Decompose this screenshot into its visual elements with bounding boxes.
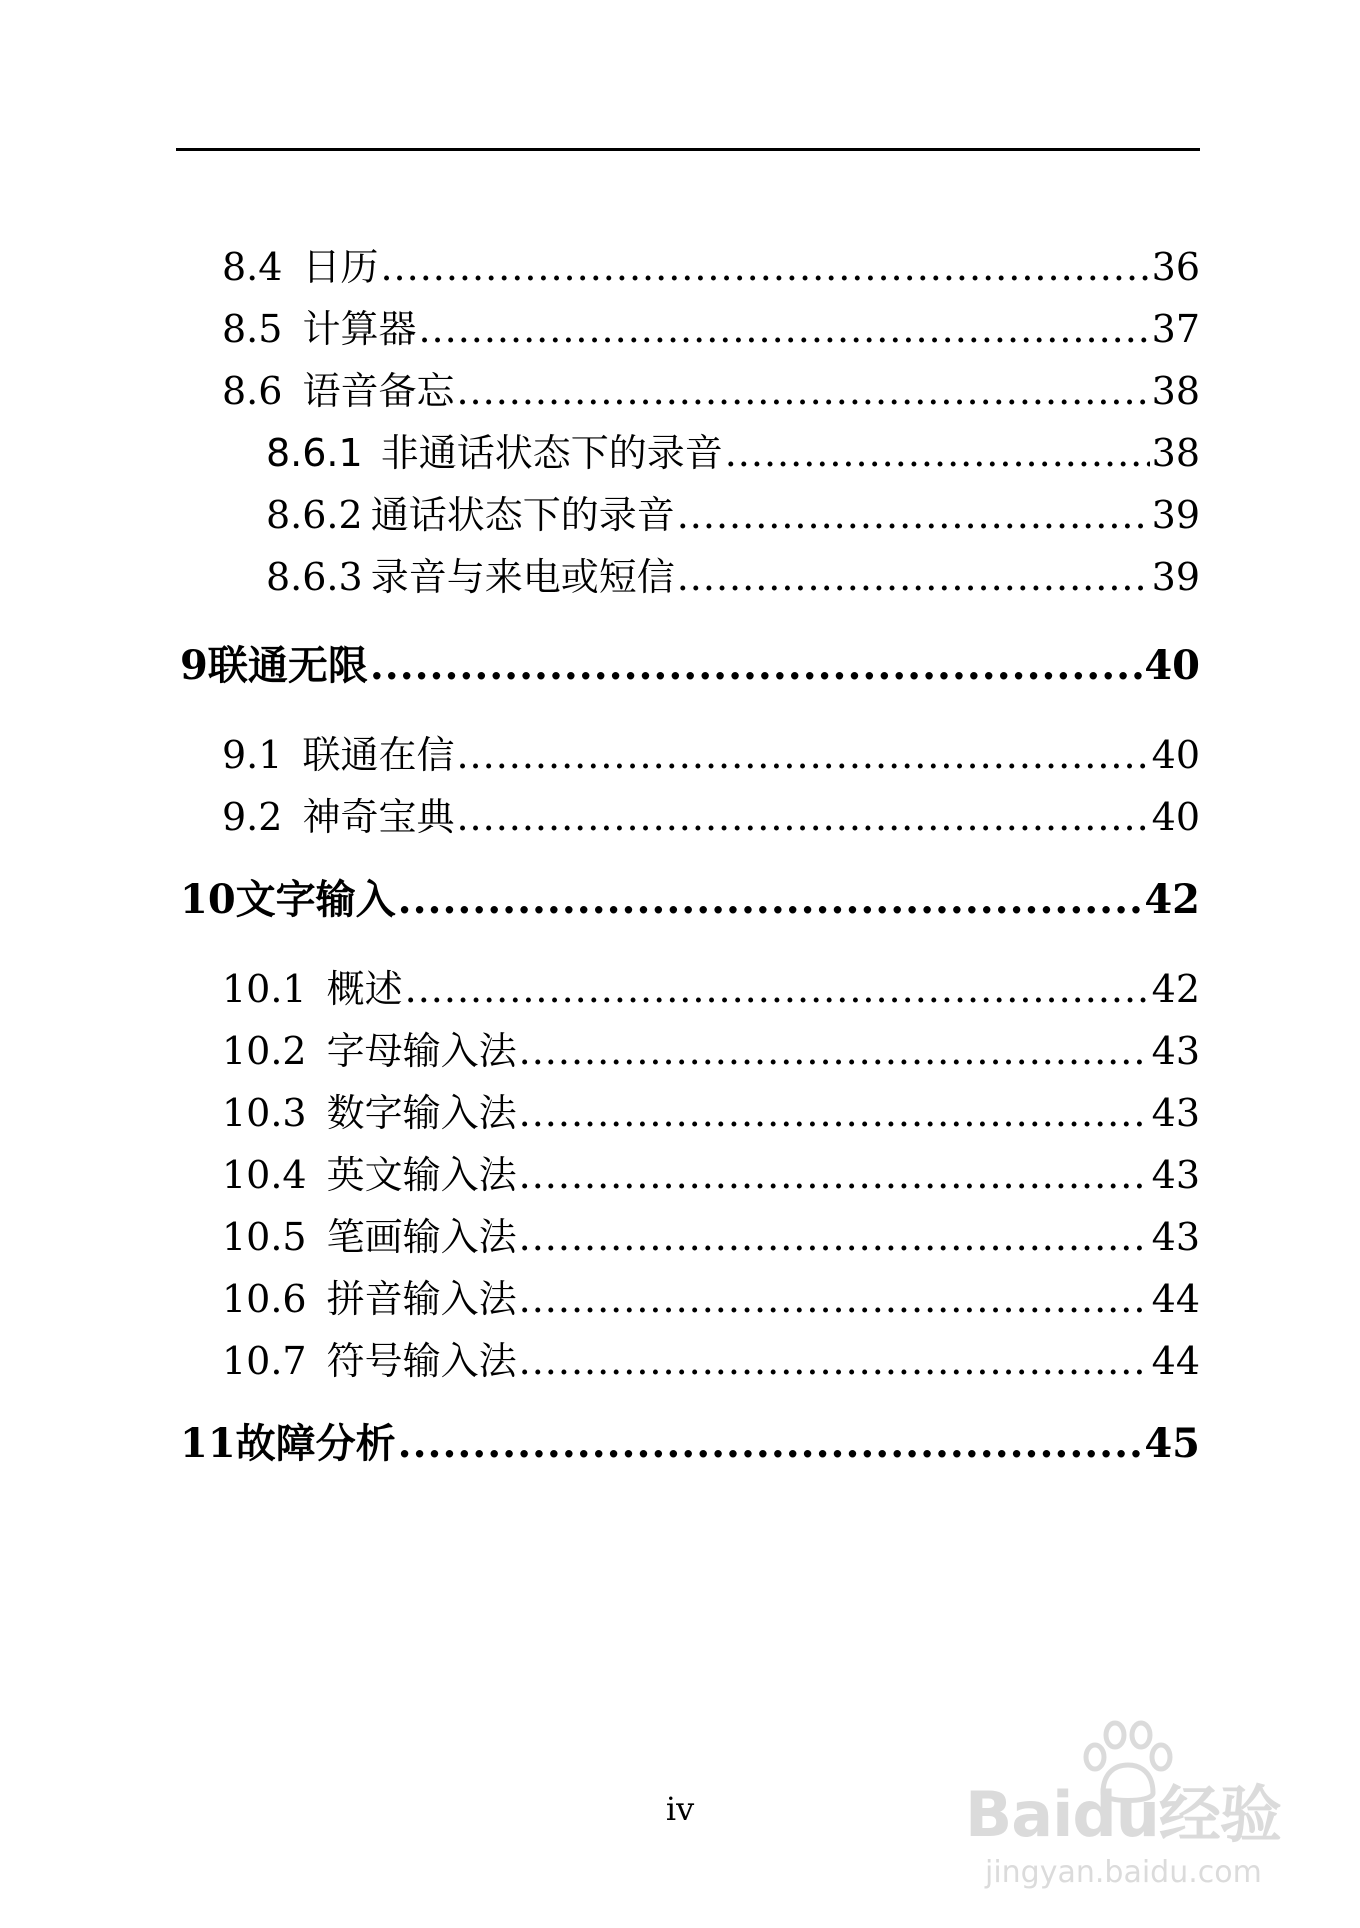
toc-entry-number: 10.1: [222, 967, 307, 1011]
toc-entry-number: 10: [180, 876, 236, 923]
toc-entry[interactable]: [222, 1082, 1200, 1135]
toc-entry-page: 40: [1144, 642, 1200, 689]
toc-entry-number: 9.2: [222, 795, 283, 839]
toc-entry-title: 概述: [326, 967, 403, 1011]
toc-entry-number: 10.4: [222, 1153, 307, 1197]
toc-entry-number: 8.6.2: [266, 493, 363, 537]
toc-chapter-entry[interactable]: [180, 634, 1200, 689]
toc-leader-dots: [456, 733, 1149, 777]
toc-leader-dots: [405, 967, 1150, 1011]
toc-entry-page: 42: [1144, 876, 1200, 923]
toc-entry-page: 42: [1151, 967, 1200, 1011]
toc-entry-number: 10.2: [222, 1029, 307, 1073]
toc-entry-title: 笔画输入法: [326, 1215, 517, 1259]
toc-entry-number: 9.1: [222, 733, 283, 777]
toc-leader-dots: [519, 1277, 1150, 1321]
toc-leader-dots: [370, 642, 1142, 689]
toc-leader-dots: [519, 1215, 1150, 1259]
toc-entry-title: 联通无限: [207, 642, 368, 689]
baidu-jingyan-watermark: [965, 1715, 1295, 1915]
toc-entry-page: 43: [1151, 1091, 1200, 1135]
toc-entry-number: 8.4: [222, 245, 283, 289]
header-rule: [176, 148, 1200, 151]
toc-leader-dots: [398, 1420, 1143, 1467]
toc-entry-page: 38: [1151, 369, 1200, 413]
toc-leader-dots: [398, 876, 1143, 923]
toc-entry[interactable]: [222, 1144, 1200, 1197]
toc-entry-title: 联通在信: [302, 733, 455, 777]
toc-entry-title: 非通话状态下的录音: [380, 431, 723, 475]
page-number: iv: [665, 1790, 695, 1828]
toc-entry[interactable]: [222, 724, 1200, 777]
toc-entry-number: 8.5: [222, 307, 283, 351]
toc-entry-page: 38: [1151, 431, 1200, 475]
toc-leader-dots: [418, 307, 1149, 351]
toc-entry[interactable]: [222, 298, 1200, 351]
toc-entry[interactable]: [266, 546, 1200, 599]
toc-entry[interactable]: [222, 360, 1200, 413]
toc-entry[interactable]: [222, 786, 1200, 839]
toc-entry[interactable]: [222, 1330, 1200, 1383]
toc-entry-number: 11: [180, 1420, 236, 1467]
toc-entry[interactable]: [266, 422, 1200, 475]
toc-leader-dots: [519, 1029, 1150, 1073]
watermark-url: jingyan.baidu.com: [985, 1855, 1262, 1890]
toc-leader-dots: [725, 431, 1150, 475]
toc-entry-page: 40: [1151, 795, 1200, 839]
toc-leader-dots: [519, 1339, 1150, 1383]
toc-entry-title: 拼音输入法: [326, 1277, 517, 1321]
toc-entry[interactable]: [222, 1020, 1200, 1073]
toc-chapter-entry[interactable]: [180, 868, 1200, 923]
toc-entry-page: 43: [1151, 1153, 1200, 1197]
toc-entry-title: 日历: [302, 245, 379, 289]
toc-entry[interactable]: [222, 958, 1200, 1011]
toc-entry-title: 英文输入法: [326, 1153, 517, 1197]
toc-entry-page: 45: [1144, 1420, 1200, 1467]
toc-leader-dots: [677, 555, 1150, 599]
toc-entry-page: 39: [1151, 555, 1200, 599]
toc-entry-number: 8.6.3: [266, 555, 363, 599]
toc-entry-number: 10.5: [222, 1215, 307, 1259]
toc-entry-page: 36: [1151, 245, 1200, 289]
toc-entry-title: 神奇宝典: [302, 795, 455, 839]
toc-entry-page: 37: [1151, 307, 1200, 351]
toc-leader-dots: [456, 795, 1149, 839]
toc-chapter-entry[interactable]: [180, 1412, 1200, 1467]
toc-entry[interactable]: [222, 236, 1200, 289]
toc-entry-title: 故障分析: [235, 1420, 396, 1467]
watermark-logo-text: Baidu经验: [965, 1778, 1281, 1851]
toc-leader-dots: [456, 369, 1149, 413]
toc-entry-page: 39: [1151, 493, 1200, 537]
toc-entry[interactable]: [222, 1268, 1200, 1321]
toc-entry-title: 通话状态下的录音: [370, 493, 675, 537]
toc-entry-title: 文字输入: [235, 876, 396, 923]
toc-entry-number: 8.6: [222, 369, 283, 413]
toc-entry-page: 43: [1151, 1215, 1200, 1259]
toc-leader-dots: [519, 1091, 1150, 1135]
toc-entry-number: 10.3: [222, 1091, 307, 1135]
toc-entry-page: 40: [1151, 733, 1200, 777]
toc-entry[interactable]: [266, 484, 1200, 537]
toc-entry-title: 符号输入法: [326, 1339, 517, 1383]
toc-leader-dots: [380, 245, 1149, 289]
toc-leader-dots: [677, 493, 1150, 537]
toc-entry-number: 9: [180, 642, 208, 689]
toc-entry-number: 10.6: [222, 1277, 307, 1321]
toc-entry-title: 数字输入法: [326, 1091, 517, 1135]
toc-entry-title: 计算器: [302, 307, 417, 351]
toc-entry-title: 字母输入法: [326, 1029, 517, 1073]
toc-entry-title: 语音备忘: [302, 369, 455, 413]
toc-entry-number: 8.6.1: [266, 431, 363, 475]
toc-entry-title: 录音与来电或短信: [370, 555, 675, 599]
toc-leader-dots: [519, 1153, 1150, 1197]
toc-entry-page: 44: [1151, 1277, 1200, 1321]
toc-entry[interactable]: [222, 1206, 1200, 1259]
toc-entry-number: 10.7: [222, 1339, 307, 1383]
toc-entry-page: 44: [1151, 1339, 1200, 1383]
toc-entry-page: 43: [1151, 1029, 1200, 1073]
